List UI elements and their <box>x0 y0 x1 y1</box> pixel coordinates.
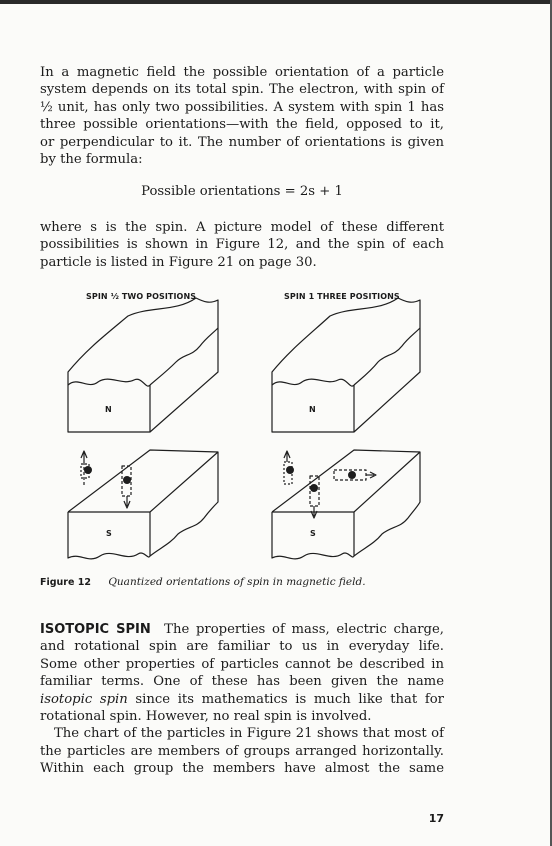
italic-term: isotopic spin <box>40 691 128 707</box>
figure-caption <box>40 576 366 588</box>
text-line: Some other properties of particles cannot be described in <box>40 656 444 672</box>
pole-n-right: N <box>309 405 316 414</box>
north-pole-block-right <box>272 298 420 432</box>
text-line: system depends on its total spin. The electron, with spin of <box>40 82 444 98</box>
spin-up-particle-right <box>284 451 293 484</box>
pole-s-left: S <box>106 529 112 538</box>
text-fragment: The properties of mass, electric charge, <box>164 622 444 637</box>
figure-label-spin-half: SPIN ½ TWO POSITIONS <box>86 292 197 301</box>
text-line: Within each group the members have almost the same <box>40 761 444 777</box>
page-number: 17 <box>428 812 444 825</box>
text-line: three possible orientations—with the field, opposed to it, <box>40 117 444 133</box>
pole-s-right: S <box>310 529 316 538</box>
text-line: by the formula: <box>40 152 143 168</box>
spin-up-particle-left <box>81 451 91 486</box>
figure-number: Figure 12 <box>40 577 91 588</box>
text-line: familiar terms. One of these has been given the name <box>40 674 444 690</box>
figure-caption-text: Quantized orientations of spin in magnetic field. <box>108 576 366 588</box>
south-pole-block-right <box>272 450 420 559</box>
text-line: rotational spin. However, no real spin is involved. <box>40 709 372 725</box>
text-line: where s is the spin. A picture model of these different <box>40 220 444 235</box>
text-line: The chart of the particles in Figure 21 shows that most of <box>54 726 444 742</box>
pole-n-left: N <box>105 405 112 414</box>
text-line <box>40 621 444 638</box>
spin-down-particle-left <box>122 466 131 508</box>
section-heading: ISOTOPIC SPIN <box>40 622 151 637</box>
orientation-formula: Possible orientations = 2s + 1 <box>141 184 343 199</box>
text-line: the particles are members of groups arranged horizontally. <box>40 743 444 759</box>
text-line: ½ unit, has only two possibilities. A system with spin 1 has <box>40 99 444 115</box>
text-line <box>40 691 444 708</box>
text-line: particle is listed in Figure 21 on page 30. <box>40 254 317 270</box>
north-pole-block-left <box>68 298 218 432</box>
figure-label-spin-one: SPIN 1 THREE POSITIONS <box>284 292 400 301</box>
text-line: In a magnetic field the possible orientation of a particle <box>40 65 444 80</box>
text-line: or perpendicular to it. The number of orientations is given <box>40 134 444 150</box>
paragraph-isotopic-spin <box>40 621 444 778</box>
spin-perpendicular-particle-right <box>334 470 376 480</box>
text-line: possibilities is shown in Figure 12, and the spin of each <box>40 237 444 253</box>
text-line: and rotational spin are familiar to us in everyday life. <box>40 639 444 655</box>
south-pole-block-left <box>68 450 218 559</box>
text-fragment: since its mathematics is much like that for <box>135 691 444 707</box>
